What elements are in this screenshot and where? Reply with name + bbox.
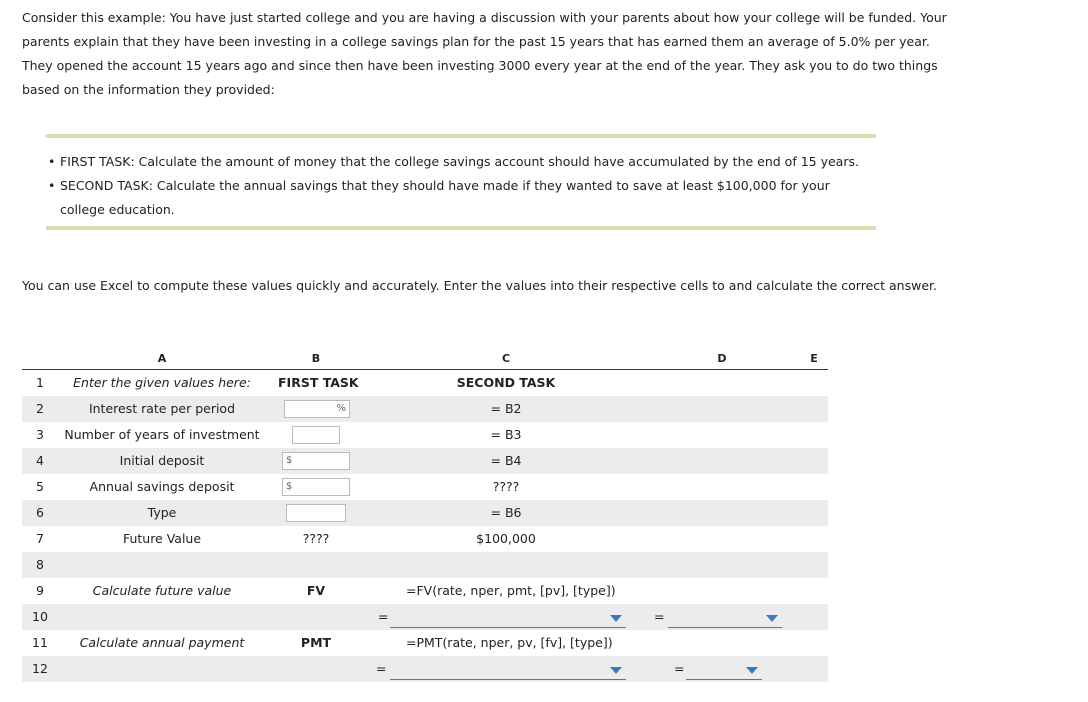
pmt-result-select[interactable] bbox=[686, 660, 762, 680]
table-row-8 bbox=[22, 552, 828, 578]
cell-b11: PMT bbox=[300, 635, 332, 650]
row-number: 10 bbox=[32, 609, 48, 624]
table-row-4 bbox=[22, 448, 828, 474]
cell-b7: ???? bbox=[302, 531, 330, 546]
dollar-symbol: $ bbox=[286, 455, 293, 466]
cell-a9: Calculate future value bbox=[92, 583, 232, 598]
excel-note: You can use Excel to compute these values quickly and accurately. Enter the values into their respective cells to and calculate the correct answer. bbox=[22, 278, 937, 293]
equals-sign: = bbox=[654, 609, 665, 624]
column-header-b: B bbox=[311, 352, 321, 365]
table-row-12 bbox=[22, 656, 828, 682]
equals-sign: = bbox=[378, 609, 389, 624]
task-item-second: • SECOND TASK: Calculate the annual savings that they should have made if they wanted to save at least $100,000 for your college education. bbox=[60, 174, 870, 222]
cell-c2: = B2 bbox=[490, 401, 522, 416]
cell-c11: =PMT(rate, nper, pv, [fv], [type]) bbox=[406, 635, 613, 650]
table-row-2 bbox=[22, 396, 828, 422]
cell-c5: ???? bbox=[492, 479, 520, 494]
bullet-icon: • bbox=[48, 154, 56, 169]
dropdown-arrow-icon[interactable] bbox=[610, 667, 622, 674]
column-header-a: A bbox=[157, 352, 167, 365]
table-row-6 bbox=[22, 500, 828, 526]
task-box bbox=[46, 134, 876, 230]
annual-deposit-input[interactable] bbox=[282, 478, 350, 496]
dropdown-arrow-icon[interactable] bbox=[746, 667, 758, 674]
table-row-5 bbox=[22, 474, 828, 500]
intro-paragraph: Consider this example: You have just started college and you are having a discussion with your parents about how your college will be funded. Your parents explain that they have been investing in a college savings plan for the past 15 years that has earned them an average of 5.0% per year. They opened the account 15 years ago and since then have been investing 3000 every year at the end of the year. They ask you to do two things based on the information they provided: bbox=[22, 10, 947, 97]
column-header-e: E bbox=[810, 352, 818, 365]
row-number: 8 bbox=[36, 557, 44, 572]
bullet-icon: • bbox=[48, 178, 56, 193]
task-list bbox=[46, 150, 870, 222]
table-row-1 bbox=[22, 370, 828, 396]
row-number: 5 bbox=[36, 479, 44, 494]
years-input[interactable] bbox=[292, 426, 340, 444]
row-number: 4 bbox=[36, 453, 44, 468]
fv-input-select[interactable] bbox=[390, 608, 626, 628]
initial-deposit-input[interactable] bbox=[282, 452, 350, 470]
row-number: 1 bbox=[36, 375, 44, 390]
cell-c1: SECOND TASK bbox=[456, 375, 556, 390]
cell-a6: Type bbox=[147, 505, 177, 520]
cell-a3: Number of years of investment bbox=[64, 427, 260, 442]
cell-c4: = B4 bbox=[490, 453, 522, 468]
dollar-symbol: $ bbox=[286, 481, 293, 492]
table-row-10 bbox=[22, 604, 828, 630]
interest-rate-input[interactable] bbox=[284, 400, 350, 418]
row-number: 11 bbox=[32, 635, 48, 650]
row-number: 9 bbox=[36, 583, 44, 598]
row-number: 7 bbox=[36, 531, 44, 546]
cell-a11: Calculate annual payment bbox=[79, 635, 245, 650]
cell-a4: Initial deposit bbox=[119, 453, 205, 468]
cell-c7: $100,000 bbox=[476, 531, 536, 546]
type-input[interactable] bbox=[286, 504, 346, 522]
dropdown-arrow-icon[interactable] bbox=[610, 615, 622, 622]
cell-a2: Interest rate per period bbox=[88, 401, 236, 416]
column-header-d: D bbox=[717, 352, 727, 365]
row-number: 6 bbox=[36, 505, 44, 520]
table-row-7 bbox=[22, 526, 828, 552]
column-header-c: C bbox=[501, 352, 511, 365]
percent-symbol: % bbox=[336, 403, 346, 414]
cell-b9: FV bbox=[306, 583, 326, 598]
cell-a7: Future Value bbox=[122, 531, 202, 546]
cell-c3: = B3 bbox=[490, 427, 522, 442]
task-item-first: • FIRST TASK: Calculate the amount of money that the college savings account should have accumulated by the end of 15 years. bbox=[60, 150, 870, 174]
row-number: 3 bbox=[36, 427, 44, 442]
fv-result-select[interactable] bbox=[668, 608, 782, 628]
cell-b1: FIRST TASK bbox=[278, 375, 359, 390]
table-row-11 bbox=[22, 630, 828, 656]
cell-a1: Enter the given values here: bbox=[73, 375, 251, 390]
equals-sign: = bbox=[674, 661, 685, 676]
row-number: 2 bbox=[36, 401, 44, 416]
pmt-input-select[interactable] bbox=[390, 660, 626, 680]
table-row-9 bbox=[22, 578, 828, 604]
dropdown-arrow-icon[interactable] bbox=[766, 615, 778, 622]
cell-a5: Annual savings deposit bbox=[89, 479, 235, 494]
table-row-3 bbox=[22, 422, 828, 448]
cell-c6: = B6 bbox=[490, 505, 522, 520]
row-number: 12 bbox=[32, 661, 48, 676]
equals-sign: = bbox=[376, 661, 387, 676]
cell-c9: =FV(rate, nper, pmt, [pv], [type]) bbox=[406, 583, 616, 598]
